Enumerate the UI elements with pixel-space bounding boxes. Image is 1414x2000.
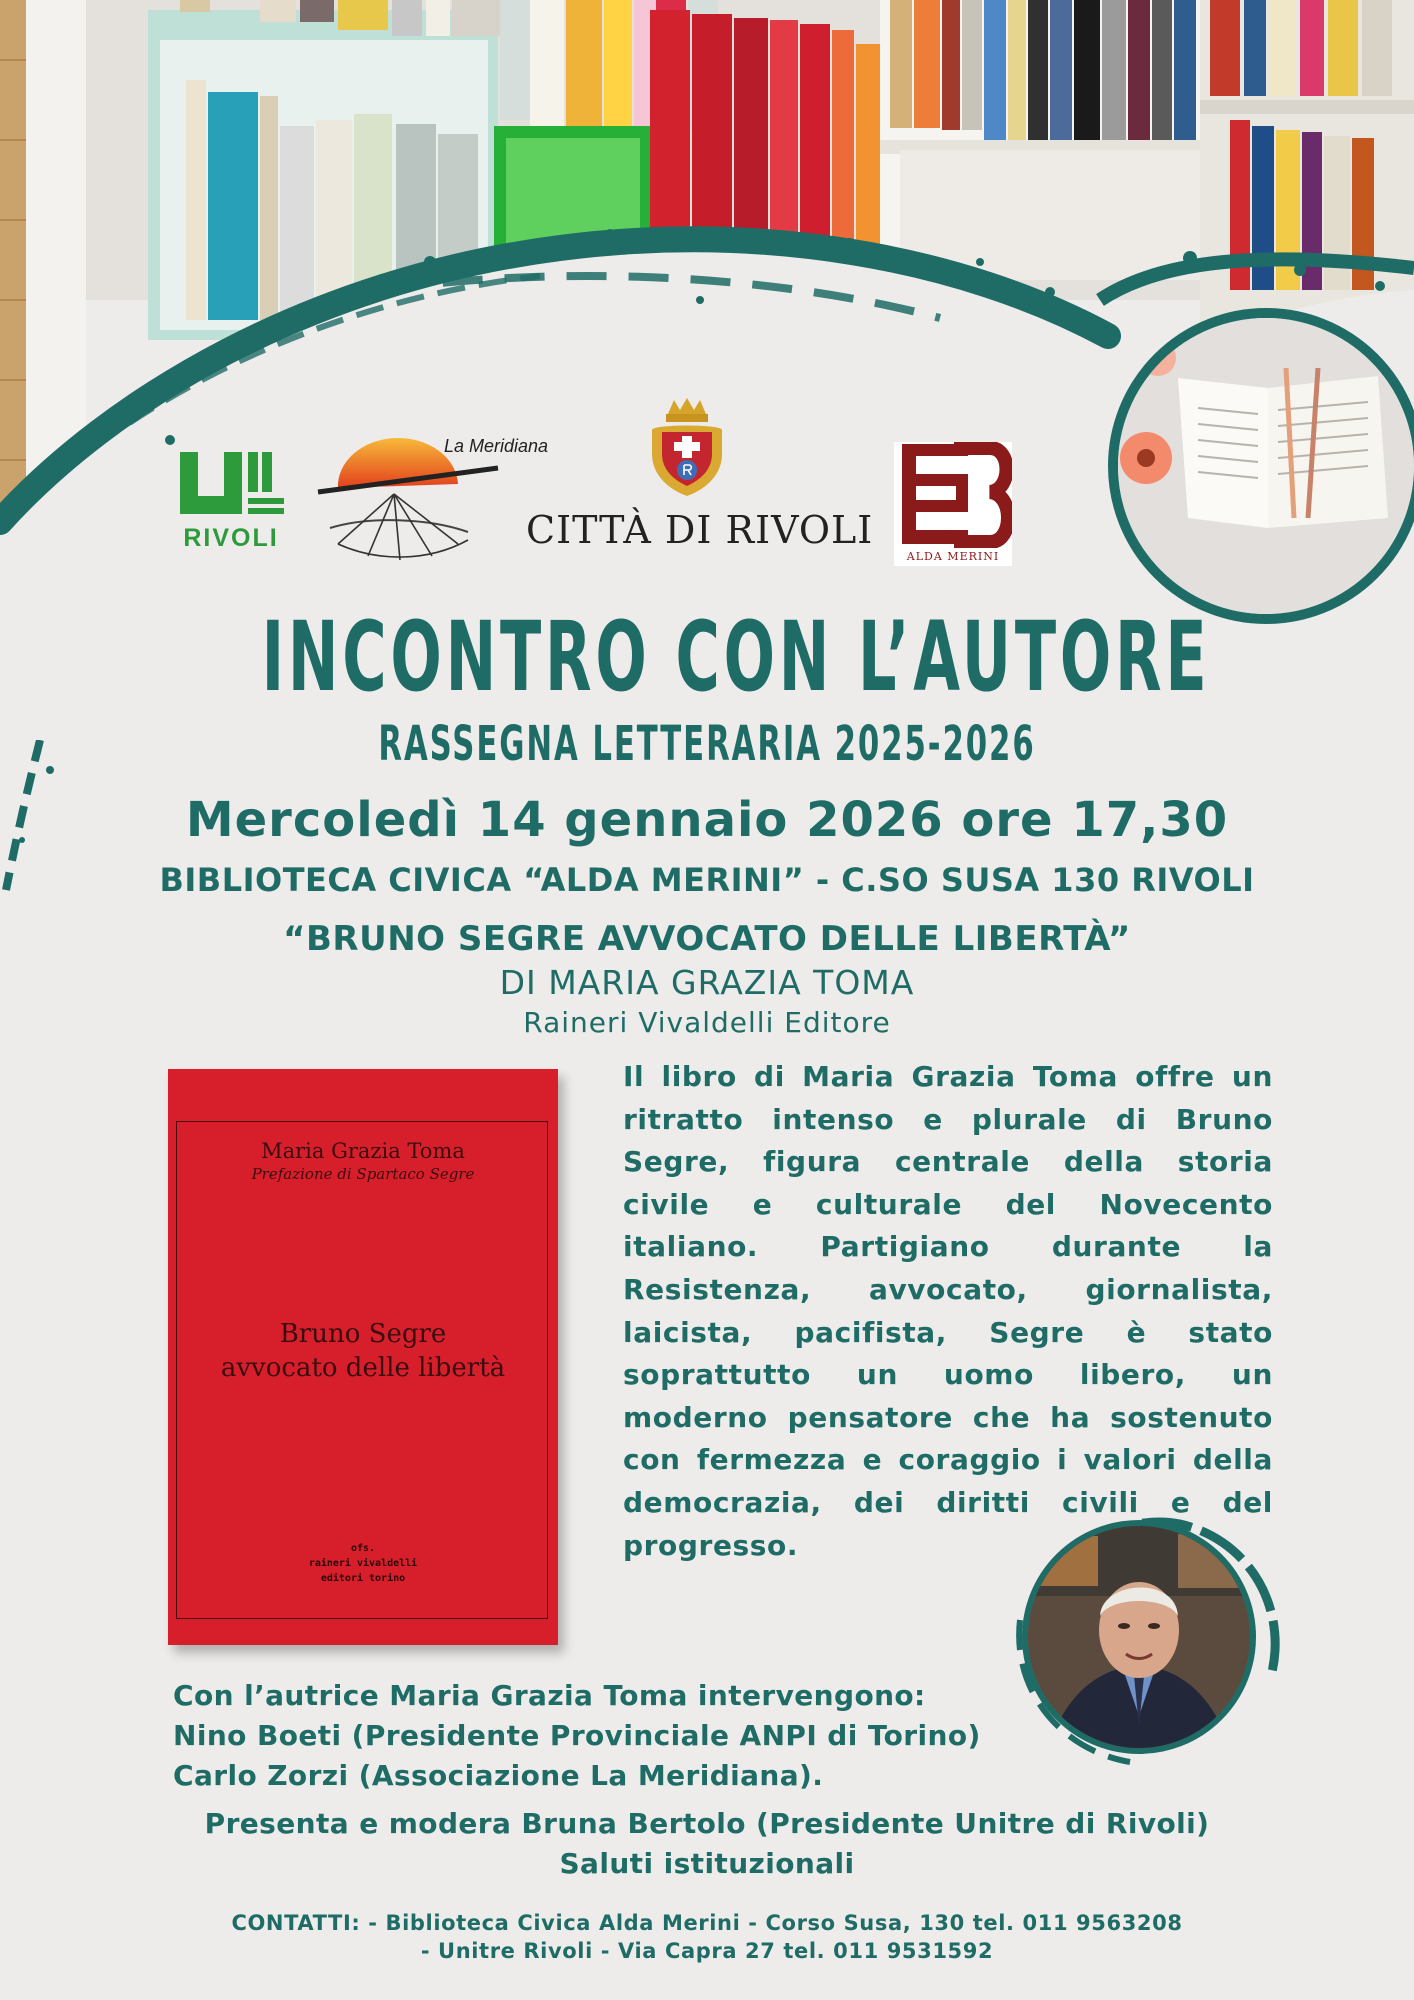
cover-title <box>168 1317 558 1385</box>
cover-author: Maria Grazia Toma <box>261 1139 465 1163</box>
moderator-line: Presenta e modera Bruna Bertolo (Presidente Unitre di Rivoli) <box>204 1807 1210 1840</box>
book-cover-image <box>168 1069 558 1645</box>
book-author: DI MARIA GRAZIA TOMA <box>499 963 915 1002</box>
cover-publisher-line-1: ofs. <box>350 1543 376 1554</box>
citta-di-rivoli-text: CITTÀ DI RIVOLI <box>526 508 874 552</box>
cover-title-line-1: Bruno Segre <box>279 1319 447 1349</box>
book-publisher: Raineri Vivaldelli Editore <box>523 1006 891 1039</box>
biblioteca-logo-text: ALDA MERINI <box>906 550 1000 563</box>
event-date: Mercoledì 14 gennaio 2026 ore 17,30 <box>185 792 1229 848</box>
meridiana-logo-text: La Meridiana <box>444 436 549 456</box>
cover-publisher-mark <box>168 1541 558 1586</box>
event-series-subtitle: RASSEGNA LETTERARIA 2025-2026 <box>378 716 1036 772</box>
cover-publisher-line-3: editori torino <box>320 1573 406 1584</box>
biblioteca-alda-merini-logo <box>894 442 1012 566</box>
unitre-rivoli-logo <box>170 452 290 558</box>
cover-publisher-line-2: raineri vivaldelli <box>308 1558 418 1569</box>
open-book-photo <box>1108 308 1414 624</box>
speaker-item: Nino Boeti (Presidente Provinciale ANPI di Torino) <box>173 1719 981 1752</box>
bruno-segre-portrait <box>1022 1520 1256 1754</box>
contacts-line-library: CONTATTI: - Biblioteca Civica Alda Merini - Corso Susa, 130 tel. 011 9563208 <box>231 1911 1183 1935</box>
book-title: “BRUNO SEGRE AVVOCATO DELLE LIBERTÀ” <box>283 919 1131 959</box>
cover-title-line-2: avvocato delle libertà <box>220 1353 506 1383</box>
page-title: INCONTRO CON L’AUTORE <box>261 601 1211 713</box>
event-venue: BIBLIOTECA CIVICA “ALDA MERINI” - C.SO SUSA 130 RIVOLI <box>159 861 1255 899</box>
contacts-line-unitre: - Unitre Rivoli - Via Capra 27 tel. 011 9531592 <box>420 1939 994 1963</box>
greetings-line: Saluti istituzionali <box>559 1847 855 1880</box>
speaker-item: Carlo Zorzi (Associazione La Meridiana). <box>173 1759 824 1792</box>
la-meridiana-logo <box>308 432 558 568</box>
book-description: Il libro di Maria Grazia Toma offre un ritratto intenso e plurale di Bruno Segre, figura centrale della storia civile e culturale del Novecento italiano. Partigiano durante la Resistenza, avvocato, giornalista, laicista, pacifista, Segre è stato soprattutto un uomo libero, un moderno pensatore che ha sostenuto con fermezza e coraggio i valori della democrazia, dei diritti civili e del progresso. <box>623 1060 1273 1562</box>
rivoli-crest-icon <box>644 396 730 500</box>
cover-preface: Prefazione di Spartaco Segre <box>251 1165 475 1183</box>
speakers-intro: Con l’autrice Maria Grazia Toma intervengono: <box>173 1679 926 1712</box>
unitre-logo-text: RIVOLI <box>183 524 279 552</box>
citta-di-rivoli-logo <box>526 396 874 556</box>
biblioteca-logo-city-text: Città di Rivoli <box>906 535 969 545</box>
